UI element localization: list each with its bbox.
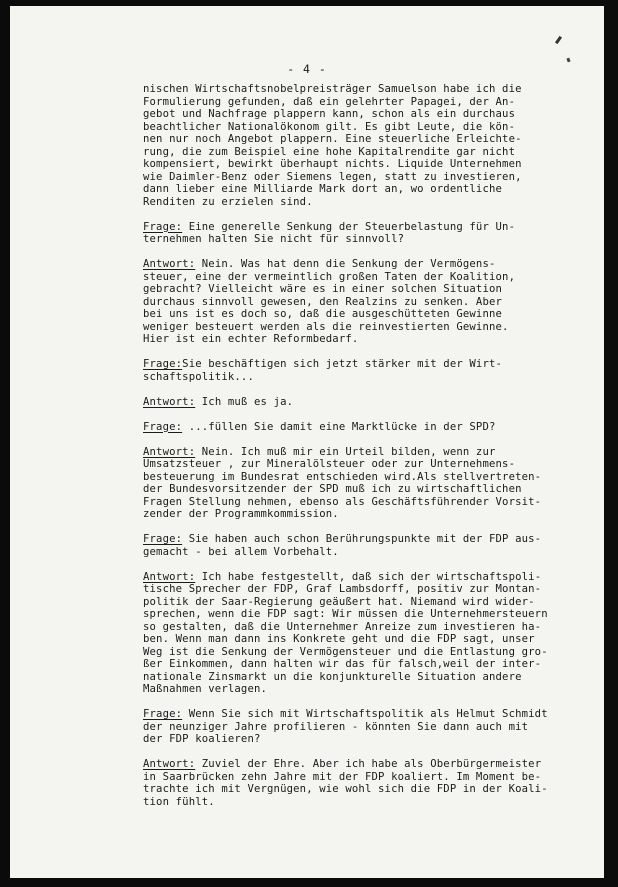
text-line xyxy=(143,571,573,584)
text-line: besteuerung im Bundesrat entschieden wird.Als stellvertreten- xyxy=(143,470,542,483)
text-line: Maßnahmen verlagen. xyxy=(143,683,268,695)
text-line xyxy=(143,258,573,271)
text-line xyxy=(143,421,573,434)
text-line: so gestalten, daß die Unternehmer Anreize zum investieren ha- xyxy=(143,620,542,633)
text-line: Umsatzsteuer , zur Mineralölsteuer oder zur Unternehmens- xyxy=(143,458,516,470)
text-line: gebot und Nachfrage plappern kann, schon als ein durchaus xyxy=(143,108,516,120)
answer-block xyxy=(143,446,573,521)
text-line: weniger besteuert werden als die reinvestierten Gewinne. xyxy=(143,320,509,333)
text-span: Wenn Sie sich mit Wirtschaftspolitik als Helmut Schmidt xyxy=(182,708,548,720)
text-span: Sie beschäftigen sich jetzt stärker mit der Wirt- xyxy=(182,358,503,370)
text-line: Fragen Stellung nehmen, ebenso als Geschäftsführender Vorsit- xyxy=(143,495,542,508)
text-line: der neunziger Jahre profilieren - könnten Sie dann auch mit xyxy=(143,720,529,733)
text-line: tische Sprecher der FDP, Graf Lambsdorff, positiv zur Montan- xyxy=(143,583,542,595)
document-body xyxy=(143,83,573,821)
text-line: ternehmen halten Sie nicht für sinnvoll? xyxy=(143,233,405,245)
question-label: Frage: xyxy=(143,220,183,233)
text-line: sprechen, wenn die FDP sagt: Wir müssen die Unternehmersteuern xyxy=(143,608,548,620)
document-page xyxy=(10,6,604,878)
question-block xyxy=(143,533,573,558)
question-label: Frage: xyxy=(143,358,183,370)
answer-block xyxy=(143,758,573,808)
text-line: beachtlicher Nationalökonom gilt. Es gibt Leute, die kön- xyxy=(143,120,516,133)
text-span: Eine generelle Senkung der Steuerbelastung für Un- xyxy=(182,220,516,233)
text-line: der FDP koalieren? xyxy=(143,733,261,745)
text-line: steuer, eine der vermeintlich großen Taten der Koalition, xyxy=(143,270,516,283)
text-span: Nein. Ich muß mir ein Urteil bilden, wenn zur xyxy=(195,445,496,458)
text-line: Renditen zu erzielen sind. xyxy=(143,195,313,208)
text-line: dann lieber eine Milliarde Mark dort an, wo ordentliche xyxy=(143,183,503,195)
question-label: Frage: xyxy=(143,533,183,545)
question-label: Frage: xyxy=(143,708,183,720)
text-line xyxy=(143,221,573,234)
text-span: Sie haben auch schon Berührungspunkte mit der FDP aus- xyxy=(182,533,542,545)
text-line: gemacht - bei allem Vorbehalt. xyxy=(143,545,339,558)
interview-section xyxy=(143,221,573,809)
text-line: ßer Einkommen, dann halten wir das für falsch,weil der inter- xyxy=(143,658,542,670)
text-line: Weg ist die Senkung der Vermögensteuer und die Entlastung gro- xyxy=(143,645,548,658)
text-line: schaftspolitik... xyxy=(143,370,254,383)
answer-block xyxy=(143,396,573,409)
question-block xyxy=(143,221,573,246)
answer-block xyxy=(143,571,573,696)
text-line xyxy=(143,358,573,371)
question-label: Frage: xyxy=(143,420,183,433)
text-line: nationale Zinsmarkt un die konjunkturelle Situation andere xyxy=(143,670,522,683)
answer-label: Antwort: xyxy=(143,445,196,458)
text-line: Formulierung gefunden, daß ein gelehrter Papagei, der An- xyxy=(143,95,516,108)
text-line: gebracht? Vielleicht wäre es in einer solchen Situation xyxy=(143,283,503,295)
text-line xyxy=(143,446,573,459)
text-line: ben. Wenn man dann ins Konkrete geht und die FDP sagt, unser xyxy=(143,633,535,645)
question-block xyxy=(143,421,573,434)
text-line: nischen Wirtschaftsnobelpreisträger Samuelson habe ich die xyxy=(143,83,522,95)
scan-artifact xyxy=(555,36,562,44)
text-line: durchaus sinnvoll gewesen, den Realzins zu senken. Aber xyxy=(143,295,503,308)
text-line: zender der Programmkommission. xyxy=(143,508,339,520)
text-line: Hier ist ein echter Reformbedarf. xyxy=(143,333,359,345)
text-line: politik der Saar-Regierung geäußert hat. Niemand wird wider- xyxy=(143,595,535,608)
answer-block xyxy=(143,258,573,346)
answer-label: Antwort: xyxy=(143,395,196,408)
text-span: Ich habe festgestellt, daß sich der wirtschaftspoli- xyxy=(195,570,542,583)
text-line: bei uns ist es doch so, daß die ausgeschütteten Gewinne xyxy=(143,308,503,320)
answer-label: Antwort: xyxy=(143,258,196,270)
intro-paragraph xyxy=(143,83,573,208)
text-line xyxy=(143,396,573,409)
page-number: - 4 - xyxy=(287,62,327,76)
answer-label: Antwort: xyxy=(143,570,196,583)
text-line xyxy=(143,533,573,546)
text-span: Nein. Was hat denn die Senkung der Vermögens- xyxy=(195,258,496,270)
text-line xyxy=(143,708,573,721)
text-line: in Saarbrücken zehn Jahre mit der FDP koaliert. Im Moment be- xyxy=(143,770,542,783)
answer-label: Antwort: xyxy=(143,758,196,770)
text-line: trachte ich mit Vergnügen, wie wohl sich die FDP in der Koali- xyxy=(143,783,548,795)
text-line: der Bundesvorsitzender der SPD muß ich zu wirtschaftlichen xyxy=(143,483,522,495)
text-line: kompensiert, bewirkt überhaupt nichts. Liquide Unternehmen xyxy=(143,158,522,170)
text-line: rung, die zum Beispiel eine hohe Kapitalrendite gar nicht xyxy=(143,145,516,158)
text-line: nen nur noch Angebot plappern. Eine steuerliche Erleichte- xyxy=(143,133,522,145)
question-block xyxy=(143,358,573,383)
text-span: ...füllen Sie damit eine Marktlücke in der SPD? xyxy=(182,420,496,433)
text-span: Ich muß es ja. xyxy=(195,395,294,408)
text-line: tion fühlt. xyxy=(143,795,215,808)
text-line: wie Daimler-Benz oder Siemens legen, statt zu investieren, xyxy=(143,170,522,183)
question-block xyxy=(143,708,573,746)
text-span: Zuviel der Ehre. Aber ich habe als Oberbürgermeister xyxy=(195,758,542,770)
text-line xyxy=(143,758,573,771)
